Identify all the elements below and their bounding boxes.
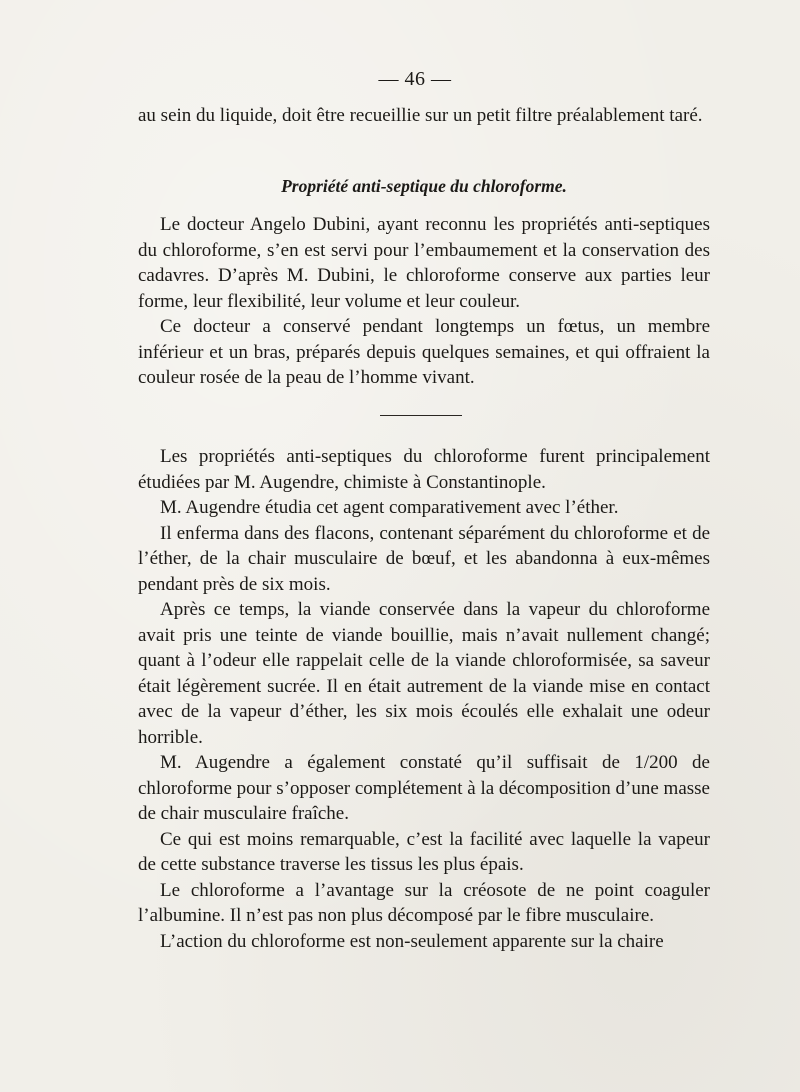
section-heading: Propriété anti-septique du chloroforme. (281, 176, 567, 196)
paragraph: Après ce temps, la viande conservée dans la vapeur du chloroforme avait pris une teinte de viande bouillie, mais n’avait nullement changé; quant à l’odeur elle rappelait celle de la viande chloroformisée, sa saveur était légèrement sucrée. Il en était autrement de la viande mise en contact avec de la vapeur d’éther, les six mois écoulés elle exhalait une odeur horrible. (138, 599, 710, 748)
continuation-block (138, 103, 710, 129)
continuation-paragraph: au sein du liquide, doit être recueillie sur un petit filtre préalablement taré. (138, 105, 703, 126)
section2-body (138, 444, 710, 954)
paragraph: M. Augendre a également constaté qu’il suffisait de 1/200 de chloroforme pour s’opposer complétement à la décomposition d’une masse de chair musculaire fraîche. (138, 752, 710, 824)
paragraph: M. Augendre étudia cet agent comparativement avec l’éther. (160, 497, 619, 518)
paragraph: L’action du chloroforme est non-seulement apparente sur la chaire (160, 930, 664, 952)
paragraph: Il enferma dans des flacons, contenant séparément du chloroforme et de l’éther, de la chair musculaire de bœuf, et les abandonna à eux-mêmes pendant près de six mois. (138, 522, 710, 595)
section-separator (380, 415, 462, 416)
paragraph: Les propriétés anti-septiques du chloroforme furent principalement étudiées par M. Augendre, chimiste à Constantinople. (138, 446, 710, 493)
paragraph: Le chloroforme a l’avantage sur la créosote de ne point coaguler l’albumine. Il n’est pas non plus décomposé par le fibre musculaire. (138, 879, 710, 926)
paragraph: Le docteur Angelo Dubini, ayant reconnu les propriétés anti-septiques du chloroforme, s’en est servi pour l’embaumement et la conservation des cadavres. D’après M. Dubini, le chloroforme conserve aux parties leur forme, leur flexibilité, leur volume et leur couleur. (138, 214, 710, 312)
page-number: — 46 — (378, 68, 452, 90)
section-body (138, 212, 710, 391)
paragraph: Ce docteur a conservé pendant longtemps un fœtus, un membre inférieur et un bras, préparés depuis quelques semaines, et qui offraient la couleur rosée de la peau de l’homme vivant. (138, 316, 710, 388)
paragraph: Ce qui est moins remarquable, c’est la facilité avec laquelle la vapeur de cette substance traverse les tissus les plus épais. (138, 828, 710, 875)
